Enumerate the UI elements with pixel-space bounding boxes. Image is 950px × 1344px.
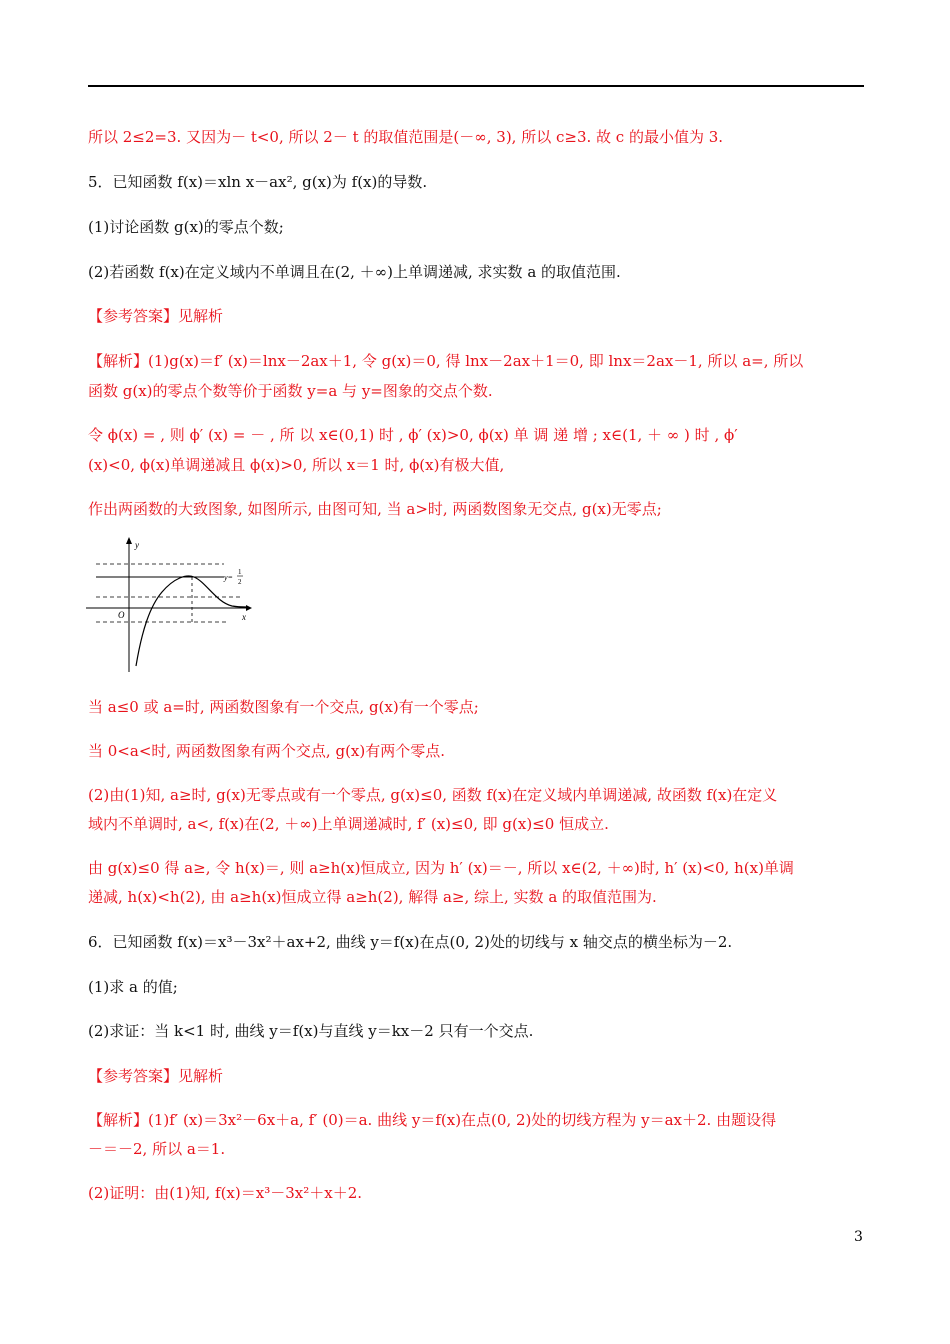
solution-5-line-4: (x)<0, ϕ(x)单调递减且 ϕ(x)>0, 所以 x＝1 时, ϕ(x)有极大值, <box>88 456 505 474</box>
problem-5-statement: 5．已知函数 f(x)＝xln x－ax², g(x)为 f(x)的导数. <box>88 173 428 191</box>
problem-6-statement: 6．已知函数 f(x)＝x³－3x²＋ax+2, 曲线 y＝f(x)在点(0, 2)处的切线与 x 轴交点的横坐标为－2. <box>88 933 733 951</box>
text-line-1: 所以 2≤2=3. 又因为－ t<0, 所以 2－ t 的取值范围是(－∞, 3), 所以 c≥3. 故 c 的最小值为 3. <box>88 128 724 146</box>
answer-label-6: 【参考答案】见解析 <box>88 1067 224 1085</box>
y-axis-arrow <box>126 537 132 544</box>
solution-5-line-2: 函数 g(x)的零点个数等价于函数 y=a 与 y=图象的交点个数. <box>88 382 493 400</box>
solution-6-line-1: 【解析】(1)f′ (x)＝3x²－6x＋a, f′ (0)＝a. 曲线 y＝f(x)在点(0, 2)处的切线方程为 y＝ax＋2. 由题设得 <box>88 1111 777 1129</box>
solution-6-line-3: (2)证明：由(1)知, f(x)＝x³－3x²＋x＋2. <box>88 1184 363 1202</box>
curve-phi <box>136 576 246 666</box>
solution-5-line-6: 当 a≤0 或 a=时, 两函数图象有一个交点, g(x)有一个零点; <box>88 698 479 716</box>
x-axis-arrow <box>246 605 252 611</box>
solution-5-line-11: 递减, h(x)<h(2), 由 a≥h(x)恒成立得 a≥h(2), 解得 a≥, 综上, 实数 a 的取值范围为. <box>88 888 657 906</box>
solution-5-line-10: 由 g(x)≤0 得 a≥, 令 h(x)＝, 则 a≥h(x)恒成立, 因为 h′ (x)＝－, 所以 x∈(2, ＋∞)时, h′ (x)<0, h(x)单调 <box>88 859 794 877</box>
solution-5-line-9: 域内不单调时, a<, f(x)在(2, ＋∞)上单调递减时, f′ (x)≤0, 即 g(x)≤0 恒成立. <box>88 815 609 833</box>
problem-6-part-1: (1)求 a 的值; <box>88 978 178 996</box>
x-axis-label: x <box>242 612 246 622</box>
solution-5-line-3: 令 ϕ(x) = , 则 ϕ′ (x) = － , 所 以 x∈(0,1) 时 , ϕ′ (x)>0, ϕ(x) 单 调 递 增 ; x∈(1, ＋ ∞ ) 时 , ϕ′ <box>88 426 738 444</box>
function-graph-figure <box>86 534 254 674</box>
header-rule <box>88 85 864 87</box>
asymptote-fraction-num: 1 <box>238 568 242 576</box>
asymptote-fraction-den: 2 <box>238 578 242 586</box>
problem-5-part-1: (1)讨论函数 g(x)的零点个数; <box>88 218 284 236</box>
y-axis-label: y <box>135 540 139 550</box>
solution-5-line-5: 作出两函数的大致图象, 如图所示, 由图可知, 当 a>时, 两函数图象无交点, g(x)无零点; <box>88 500 662 518</box>
answer-label-5: 【参考答案】见解析 <box>88 307 224 325</box>
solution-6-line-2: －＝－2, 所以 a＝1. <box>88 1140 226 1158</box>
solution-5-line-8: (2)由(1)知, a≥时, g(x)无零点或有一个零点, g(x)≤0, 函数 f(x)在定义域内单调递减, 故函数 f(x)在定义 <box>88 786 778 804</box>
solution-5-line-1: 【解析】(1)g(x)＝f′ (x)＝lnx－2ax＋1, 令 g(x)＝0, 得 lnx－2ax＋1＝0, 即 lnx＝2ax－1, 所以 a=, 所以 <box>88 352 804 370</box>
problem-6-part-2: (2)求证：当 k<1 时, 曲线 y＝f(x)与直线 y＝kx－2 只有一个交点. <box>88 1022 534 1040</box>
page-number: 3 <box>854 1229 863 1245</box>
asymptote-label: y= <box>224 573 233 582</box>
origin-label: O <box>118 610 125 620</box>
solution-5-line-7: 当 0<a<时, 两函数图象有两个交点, g(x)有两个零点. <box>88 742 445 760</box>
problem-5-part-2: (2)若函数 f(x)在定义域内不单调且在(2, ＋∞)上单调递减, 求实数 a 的取值范围. <box>88 263 621 281</box>
